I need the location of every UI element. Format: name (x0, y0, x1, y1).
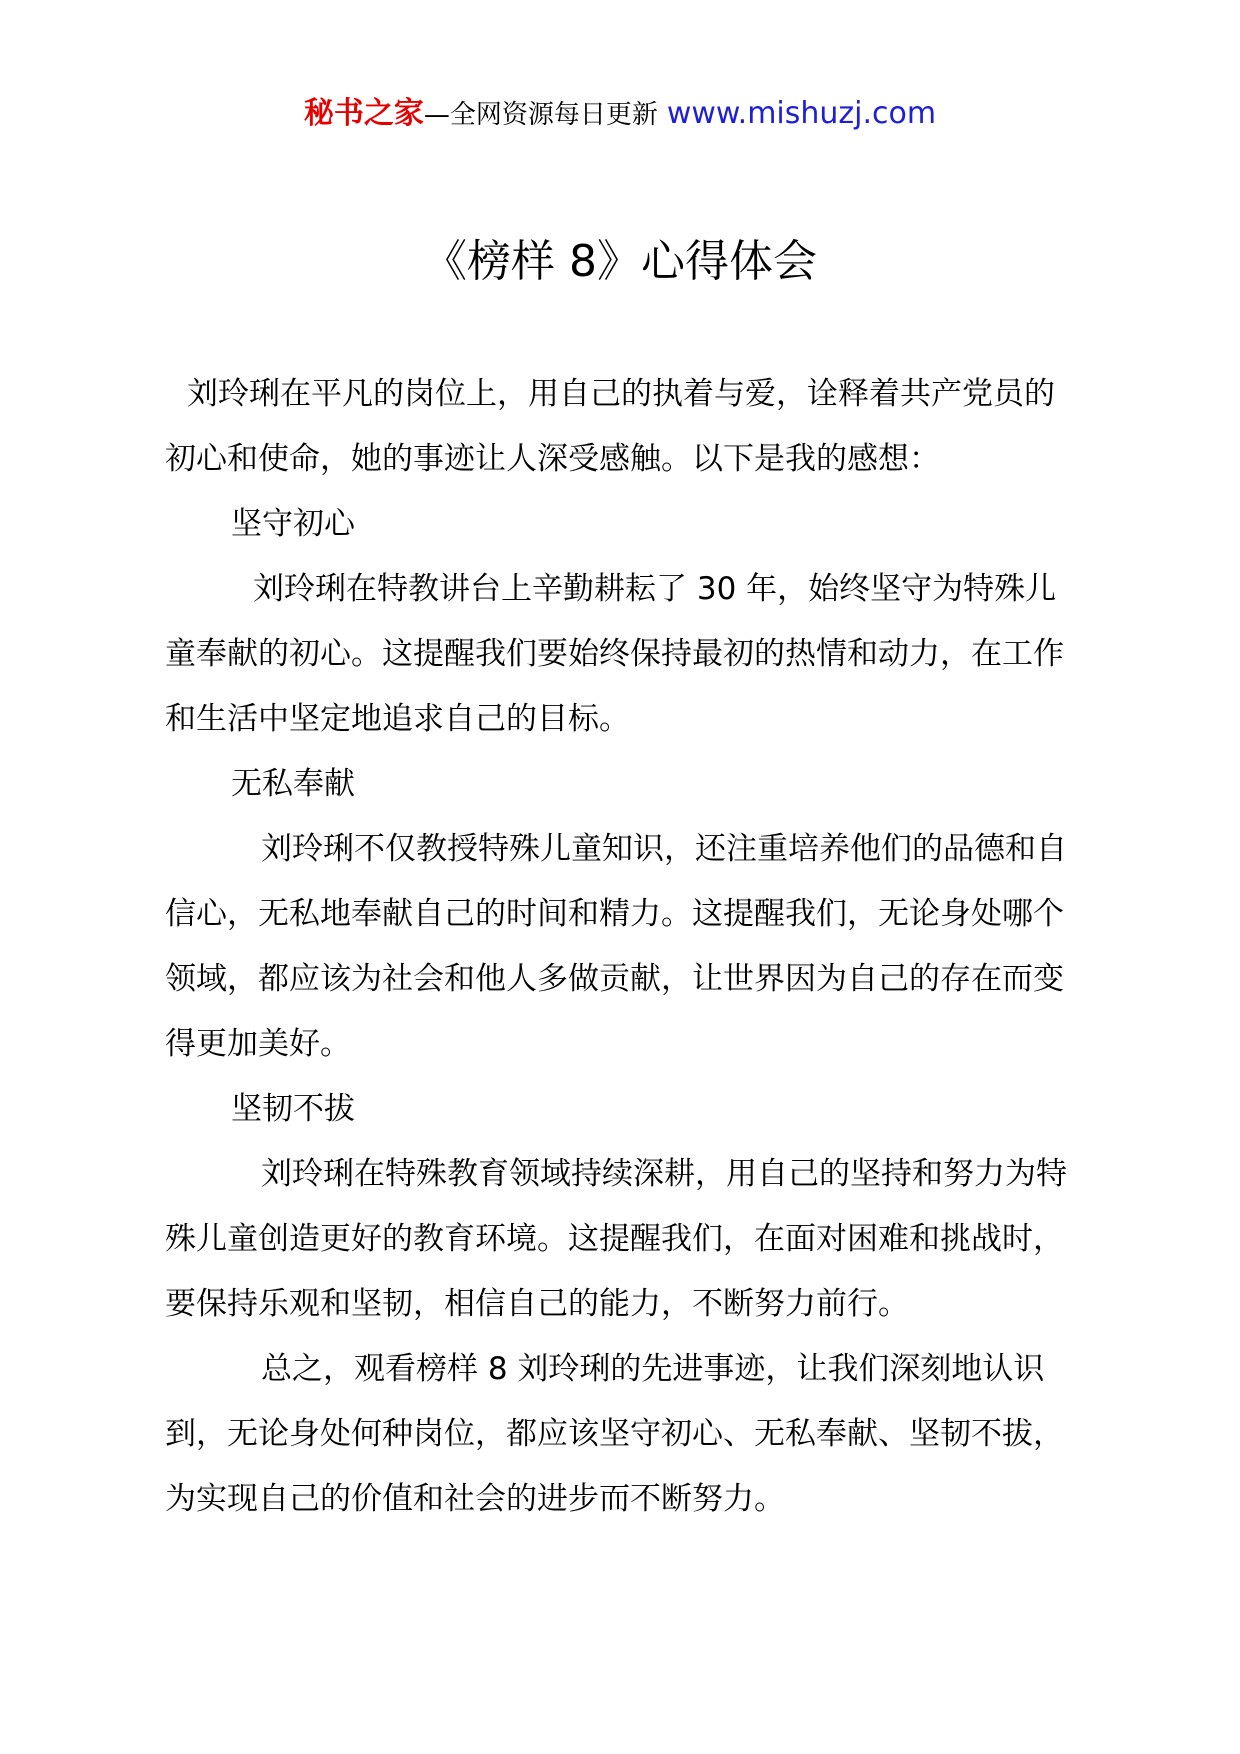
brand-name: 秘书之家 (303, 96, 424, 131)
document-title: 《榜样 8》心得体会 (423, 236, 817, 287)
section-heading-stay-true: 坚守初心 (231, 506, 355, 542)
document-body (165, 362, 1085, 1532)
section-heading-perseverance: 坚韧不拔 (231, 1091, 355, 1127)
section-paragraph-stay-true: 刘玲琍在特教讲台上辛勤耕耘了 30 年，始终坚守为特殊儿童奉献的初心。这提醒我们要始终保持最初的热情和动力，在工作和生活中坚定地追求自己的目标。 (165, 571, 1064, 737)
section-paragraph-perseverance: 刘玲琍在特殊教育领域持续深耕，用自己的坚持和努力为特殊儿童创造更好的教育环境。这提醒我们，在面对困难和挑战时，要保持乐观和坚韧，相信自己的能力，不断努力前行。 (165, 1156, 1067, 1322)
conclusion-paragraph: 总之，观看榜样 8 刘玲琍的先进事迹，让我们深刻地认识到，无论身处何种岗位，都应该坚守初心、无私奉献、坚韧不拔，为实现自己的价值和社会的进步而不断努力。 (165, 1351, 1064, 1517)
section-heading-selfless-dedication: 无私奉献 (231, 766, 355, 802)
intro-paragraph: 刘玲琍在平凡的岗位上，用自己的执着与爱，诠释着共产党员的初心和使命，她的事迹让人深受感触。以下是我的感想： (165, 376, 1055, 477)
site-url-link[interactable]: www.mishuzj.com (666, 96, 937, 131)
site-header (0, 94, 1240, 135)
section-paragraph-selfless-dedication: 刘玲琍不仅教授特殊儿童知识，还注重培养他们的品德和自信心，无私地奉献自己的时间和精力。这提醒我们，无论身处哪个领域，都应该为社会和他人多做贡献，让世界因为自己的存在而变得更加美好。 (165, 831, 1067, 1062)
header-tagline: —全网资源每日更新 (423, 100, 658, 130)
